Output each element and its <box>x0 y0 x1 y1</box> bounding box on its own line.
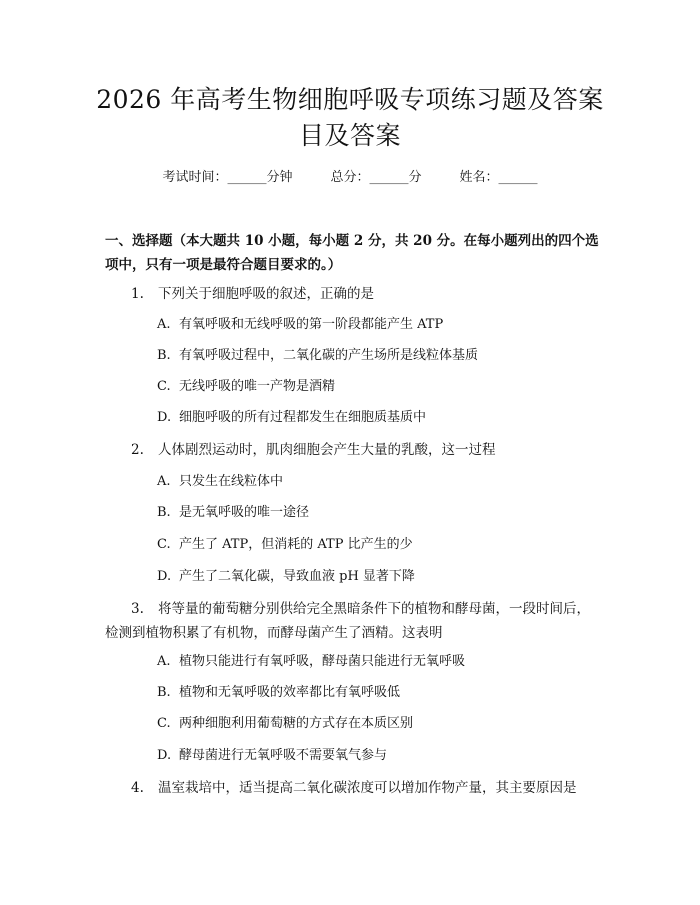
question-2-option-a <box>157 472 597 492</box>
question-3-option-a <box>157 652 597 672</box>
option-letter: B. <box>157 685 171 700</box>
question-1-option-a <box>157 315 597 335</box>
option-text: 酵母菌进行无氧呼吸不需要氧气参与 <box>179 748 388 763</box>
document-title-line1: 2026 年高考生物细胞呼吸专项练习题及答案 <box>96 85 604 114</box>
option-text: 有氧呼吸过程中，二氧化碳的产生场所是线粒体基质 <box>179 348 479 363</box>
option-text: 只发生在线粒体中 <box>179 474 284 489</box>
question-text: 人体剧烈运动时，肌肉细胞会产生大量的乳酸，这一过程 <box>158 442 496 458</box>
question-text: 将等量的葡萄糖分别供给完全黑暗条件下的植物和酵母菌，一段时间后， <box>158 601 590 617</box>
option-letter: A. <box>157 317 171 332</box>
option-text: 两种细胞利用葡萄糖的方式存在本质区别 <box>179 716 414 731</box>
option-letter: B. <box>157 505 171 520</box>
option-text: 有氧呼吸和无线呼吸的第一阶段都能产生 ATP <box>179 317 444 332</box>
question-number: 2. <box>131 442 144 458</box>
section-heading <box>105 229 605 277</box>
total-score-field: 总分：______分 <box>330 170 422 185</box>
question-2-option-d <box>157 567 597 587</box>
question-1-stem <box>131 283 601 305</box>
question-text: 温室栽培中，适当提高二氧化碳浓度可以增加作物产量，其主要原因是 <box>158 780 577 796</box>
question-text: 下列关于细胞呼吸的叙述，正确的是 <box>158 286 374 302</box>
option-letter: C. <box>157 537 171 552</box>
option-letter: D. <box>157 569 172 584</box>
option-letter: C. <box>157 716 171 731</box>
exam-time-field: 考试时间：______分钟 <box>162 170 293 185</box>
question-1-option-d <box>157 408 597 428</box>
option-letter: D. <box>157 410 172 425</box>
question-4-stem <box>131 777 601 799</box>
option-text: 植物和无氧呼吸的效率都比有氧呼吸低 <box>179 685 401 700</box>
option-letter: B. <box>157 348 171 363</box>
option-letter: C. <box>157 379 171 394</box>
section-heading-line1: 一、选择题（本大题共 10 小题，每小题 2 分，共 20 分。在每小题列出的四个选 <box>105 233 599 249</box>
option-text: 细胞呼吸的所有过程都发生在细胞质基质中 <box>179 410 427 425</box>
question-3-stem-line1 <box>105 597 601 621</box>
exam-info-row <box>0 168 700 188</box>
document-title-line2: 目及答案 <box>298 121 401 150</box>
option-text: 产生了 ATP，但消耗的 ATP 比产生的少 <box>179 537 413 552</box>
option-letter: A. <box>157 474 171 489</box>
section-heading-line2: 项中，只有一项是最符合题目要求的。） <box>105 257 342 273</box>
question-3-stem <box>105 597 601 645</box>
question-2-option-b <box>157 503 597 523</box>
option-text: 植物只能进行有氧呼吸，酵母菌只能进行无氧呼吸 <box>179 654 466 669</box>
question-1-option-c <box>157 377 597 397</box>
option-letter: A. <box>157 654 171 669</box>
option-letter: D. <box>157 748 172 763</box>
question-2-stem <box>131 439 601 461</box>
option-text: 无线呼吸的唯一产物是酒精 <box>179 379 336 394</box>
question-number: 1. <box>131 286 144 302</box>
question-2-option-c <box>157 535 597 555</box>
question-number: 3. <box>131 601 144 617</box>
question-3-option-b <box>157 683 597 703</box>
question-1-option-b <box>157 346 597 366</box>
option-text: 产生了二氧化碳，导致血液 pH 显著下降 <box>179 569 415 584</box>
question-number: 4. <box>131 780 144 796</box>
question-3-stem-line2: 检测到植物积累了有机物，而酵母菌产生了酒精。这表明 <box>105 625 443 641</box>
question-3-option-c <box>157 714 597 734</box>
student-name-field: 姓名：______ <box>459 170 538 185</box>
question-3-option-d <box>157 746 597 766</box>
option-text: 是无氧呼吸的唯一途径 <box>179 505 310 520</box>
